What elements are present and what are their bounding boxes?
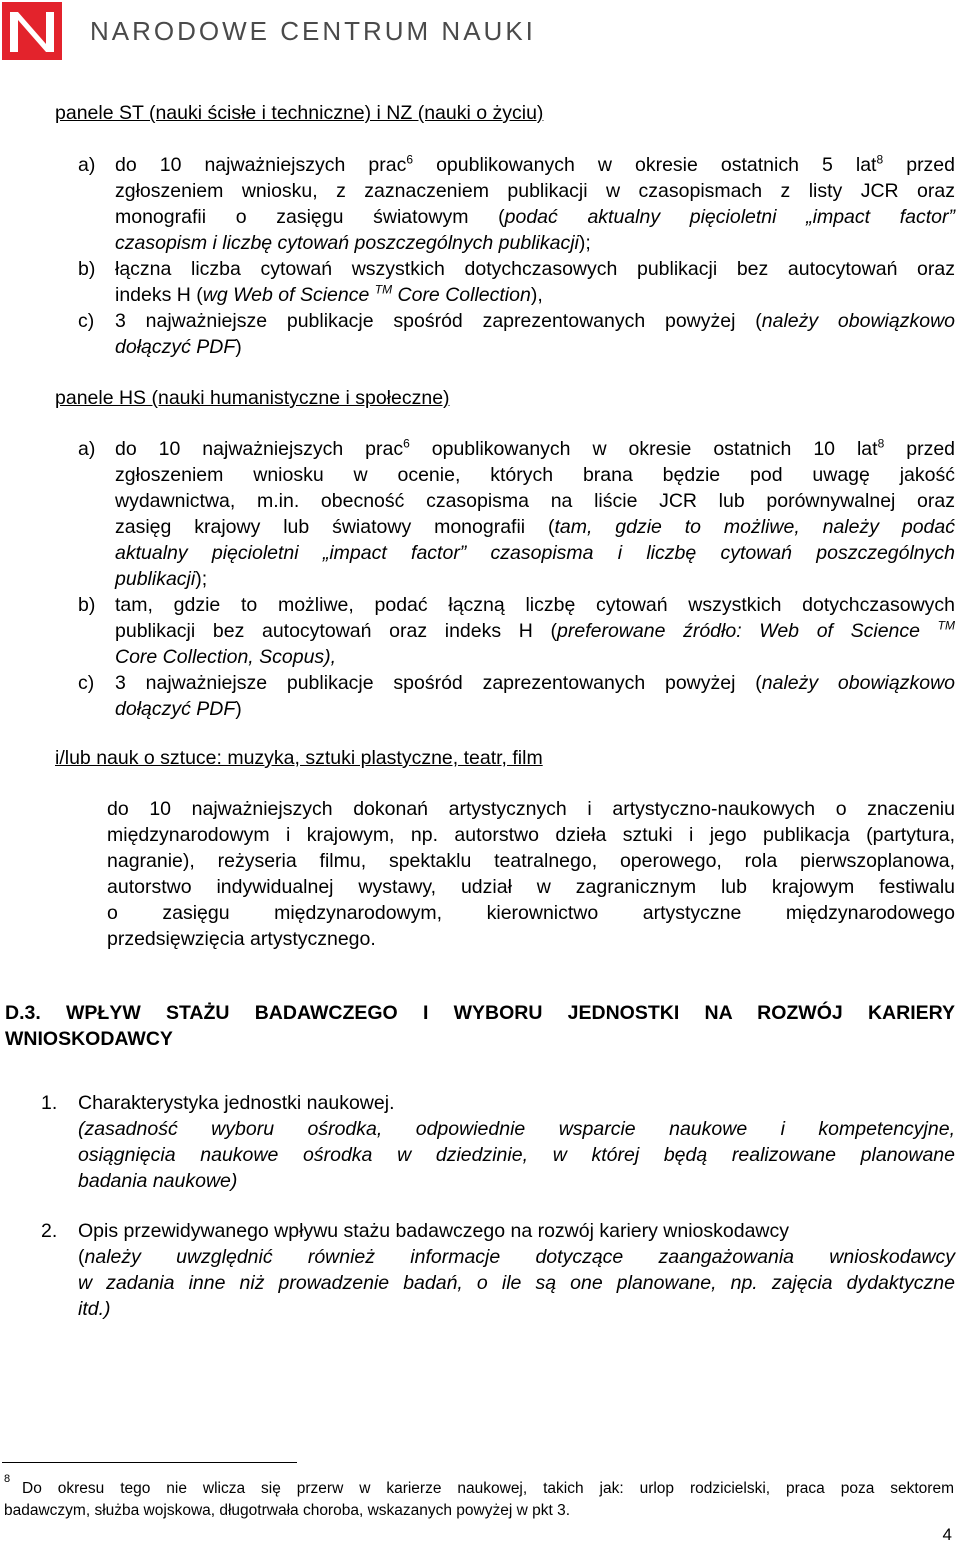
st-a-line1: do 10 najważniejszych prac$^6$ opublikowanych w okresie ostatnich 5 lat$^8$ przed (115, 152, 955, 176)
section-hs-title: panele HS (nauki humanistyczne i społeczne) (55, 387, 450, 409)
d3-item2-line3: itd.) (78, 1298, 111, 1320)
art-line4: autorstwo indywidualnej wystawy, udział w zagranicznym lub krajowym festiwalu (107, 876, 955, 898)
hs-a-line4: zasięg krajowy lub światowy monografii (tam, gdzie to możliwe, należy podać (115, 516, 955, 538)
st-a-label: a) (78, 154, 96, 176)
hs-a-line5: aktualny pięcioletni „impact factor” czasopisma i liczbę cytowań poszczególnych (115, 542, 955, 564)
page-number: 4 (942, 1525, 952, 1544)
org-name: NARODOWE CENTRUM NAUKI (90, 16, 536, 46)
section-art-title: i/lub nauk o sztuce: muzyka, sztuki plastyczne, teatr, film (55, 747, 543, 769)
footnote-line2: badawczym, służba wojskowa, długotrwała choroba, wskazanych powyżej w pkt 3. (4, 1502, 571, 1519)
art-line6: przedsięwzięcia artystycznego. (107, 928, 376, 950)
footnote-mark: 8 (4, 1473, 11, 1485)
d3-item2-line2: w zadania inne niż prowadzenie badań, o ile są one planowane, np. zajęcia dydaktyczne (78, 1272, 955, 1294)
st-a-line4: czasopism i liczbę cytowań poszczególnych publikacji); (115, 232, 591, 254)
hs-a-line6: publikacji); (115, 568, 208, 590)
st-c-label: c) (78, 310, 95, 332)
hs-c-line1: 3 najważniejsze publikacje spośród zaprezentowanych powyżej (należy obowiązkowo (115, 672, 955, 694)
art-line1: do 10 najważniejszych dokonań artystycznych i artystyczno-naukowych o znaczeniu (107, 798, 955, 820)
st-a-line3: monografii o zasięgu światowym (podać aktualny pięcioletni „impact factor” (115, 206, 955, 228)
d3-item1-line2: osiągnięcia naukowe ośrodka w dziedzinie, w której będą realizowane planowane (78, 1144, 955, 1166)
d3-heading-line1: D.3. WPŁYW STAŻU BADAWCZEGO I WYBORU JEDNOSTKI NA ROZWÓJ KARIERY (5, 1002, 955, 1024)
hs-a-label: a) (78, 438, 96, 460)
hs-a-line1: do 10 najważniejszych prac$^6$ opublikowanych w okresie ostatnich 10 lat$^8$ przed (115, 436, 956, 460)
hs-b-label: b) (78, 594, 96, 616)
d3-item1-line1: (zasadność wyboru ośrodka, odpowiednie wsparcie naukowe i kompetencyjne, (78, 1118, 955, 1140)
hs-c-label: c) (78, 672, 95, 694)
d3-item1-num: 1. (41, 1092, 58, 1114)
section-st-title: panele ST (nauki ścisłe i techniczne) i NZ (nauki o życiu) (55, 102, 544, 124)
ncn-logo-icon (2, 2, 62, 60)
st-b-line2: indeks H (wg Web of Science ™ Core Collection), (115, 282, 543, 306)
d3-item2-title: Opis przewidywanego wpływu stażu badawczego na rozwój kariery wnioskodawcy (78, 1220, 789, 1242)
d3-item2-num: 2. (41, 1220, 58, 1242)
st-c-line2: dołączyć PDF) (115, 336, 242, 358)
st-b-label: b) (78, 258, 96, 280)
st-b-line1: łączna liczba cytowań wszystkich dotychczasowych publikacji bez autocytowań oraz (115, 258, 955, 280)
d3-heading-line2: WNIOSKODAWCY (5, 1028, 173, 1050)
art-line5: o zasięgu międzynarodowym, kierownictwo artystyczne międzynarodowego (107, 902, 955, 924)
footnote-separator (2, 1462, 297, 1463)
art-line3: nagranie), reżyseria filmu, spektaklu teatralnego, operowego, rola pierwszoplanowa, (107, 850, 955, 872)
art-line2: międzynarodowym i krajowym, np. autorstwo dzieła sztuki i jego publikacja (partytura, (107, 824, 955, 846)
footnote-line1: Do okresu tego nie wlicza się przerw w karierze naukowej, takich jak: urlop rodzicielski, praca poza sektorem (22, 1480, 954, 1497)
page-header (0, 0, 960, 60)
hs-a-line3: wydawnictwa, m.in. obecność czasopisma na liście JCR lub porównywalnej oraz (115, 490, 955, 512)
hs-c-line2: dołączyć PDF) (115, 698, 242, 720)
d3-item1-line3: badania naukowe) (78, 1170, 238, 1192)
hs-b-line2: publikacji bez autocytowań oraz indeks H (preferowane źródło: Web of Science ™ (115, 618, 955, 642)
st-c-line1: 3 najważniejsze publikacje spośród zaprezentowanych powyżej (należy obowiązkowo (115, 310, 955, 332)
d3-item2-line1: (należy uwzględnić również informacje dotyczące zaangażowania wnioskodawcy (78, 1246, 955, 1268)
d3-item1-title: Charakterystyka jednostki naukowej. (78, 1092, 395, 1114)
st-a-line2: zgłoszeniem wniosku, z zaznaczeniem publikacji w czasopismach z listy JCR oraz (115, 180, 955, 202)
hs-a-line2: zgłoszeniem wniosku w ocenie, których brana będzie pod uwagę jakość (115, 464, 955, 486)
hs-b-line3: Core Collection, Scopus), (115, 646, 337, 668)
hs-b-line1: tam, gdzie to możliwe, podać łączną liczbę cytowań wszystkich dotychczasowych (115, 594, 955, 616)
